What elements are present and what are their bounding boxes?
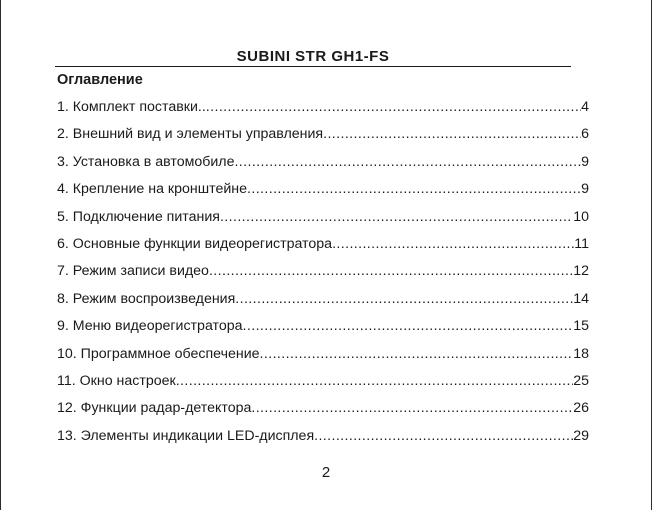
toc-item-page: 15	[573, 318, 589, 335]
toc-item-page: 6	[581, 126, 589, 143]
toc-item[interactable]	[57, 99, 589, 126]
toc-item-title: 11. Окно настроек	[57, 372, 176, 389]
toc-item-title: 6. Основные функции видеорегистратора	[57, 235, 333, 252]
toc-leader-dots	[314, 428, 573, 444]
toc-item-page: 11	[574, 235, 589, 252]
toc-item-title: 7. Режим записи видео	[57, 263, 209, 280]
toc-item-title: 9. Меню видеорегистратора	[57, 318, 243, 335]
toc-leader-dots	[243, 318, 574, 334]
toc-item[interactable]	[57, 428, 589, 455]
toc-leader-dots	[220, 209, 573, 225]
toc-item-title: 4. Крепление на кронштейне	[57, 181, 248, 198]
toc-item-page: 29	[573, 427, 589, 444]
toc-item[interactable]	[57, 181, 589, 208]
page-number: 2	[321, 464, 331, 481]
toc-item-title: 1. Комплект поставки..	[57, 99, 206, 115]
toc-leader-dots	[209, 263, 573, 279]
toc-item-title: 3. Установка в автомобиле	[57, 153, 235, 170]
toc-leader-dots	[251, 400, 573, 416]
toc-item-page: 9	[581, 153, 589, 170]
document-title: SUBINI STR GH1-FS	[236, 48, 390, 65]
toc-leader-dots	[176, 373, 574, 389]
toc-item-title: 8. Режим воспроизведения	[57, 290, 236, 307]
toc-item[interactable]	[57, 236, 589, 263]
toc-item[interactable]	[57, 346, 589, 373]
toc-leader-dots	[323, 126, 581, 142]
toc-item-page: 4	[581, 99, 589, 115]
toc-item-page: 18	[573, 345, 589, 362]
toc-item-title: 12. Функции радар-детектора	[57, 400, 252, 417]
toc-leader-dots	[247, 181, 581, 197]
toc-leader-dots	[332, 236, 574, 252]
toc-item-page: 10	[573, 208, 589, 225]
toc-item[interactable]	[57, 154, 589, 181]
toc-item[interactable]	[57, 209, 589, 236]
toc-item-page: 9	[581, 181, 589, 198]
toc-item[interactable]	[57, 373, 589, 400]
toc-item[interactable]	[57, 291, 589, 318]
toc-item[interactable]	[57, 318, 589, 345]
toc-item-title: 2. Внешний вид и элементы управления	[57, 126, 324, 143]
toc-leader-dots	[206, 99, 581, 115]
toc-item-title: 5. Подключение питания	[57, 208, 220, 225]
page-border-left	[0, 0, 1, 510]
table-of-contents	[57, 99, 589, 455]
toc-item[interactable]	[57, 126, 589, 153]
toc-heading: Оглавление	[57, 72, 143, 88]
toc-item[interactable]	[57, 400, 589, 427]
toc-item-title: 13. Элементы индикации LED-дисплея	[57, 427, 315, 444]
toc-leader-dots	[234, 154, 581, 170]
toc-leader-dots	[260, 346, 574, 362]
toc-item-page: 25	[573, 372, 589, 389]
toc-item[interactable]	[57, 263, 589, 290]
toc-item-page: 12	[573, 263, 589, 280]
document-header	[55, 46, 571, 67]
toc-item-title: 10. Программное обеспечение	[57, 345, 260, 362]
toc-leader-dots	[235, 291, 573, 307]
toc-item-page: 26	[573, 400, 589, 417]
toc-item-page: 14	[573, 290, 589, 307]
